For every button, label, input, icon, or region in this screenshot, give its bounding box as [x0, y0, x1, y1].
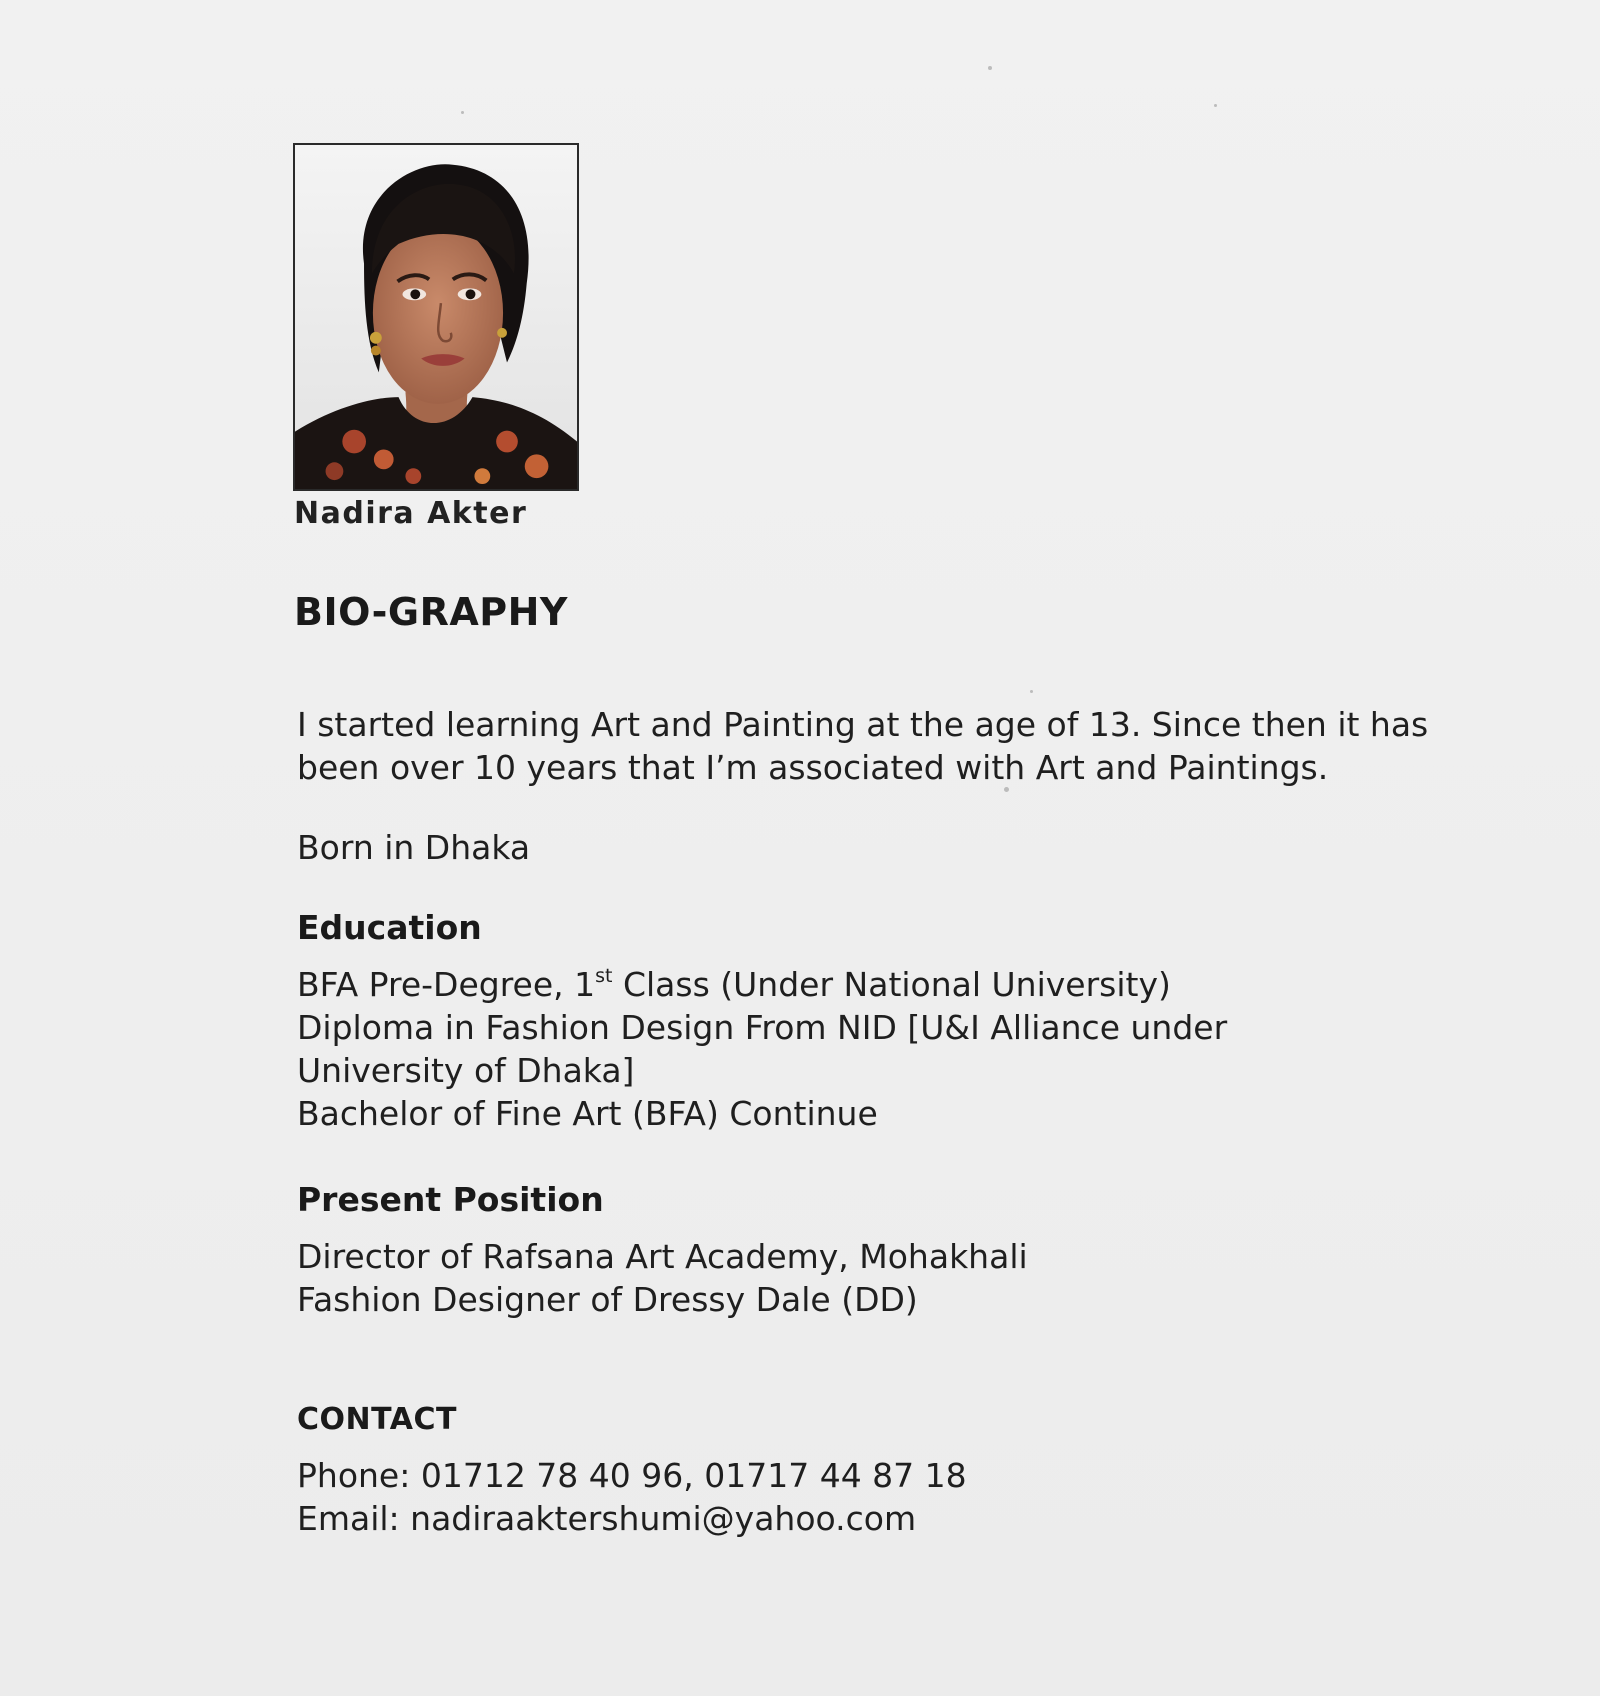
education-item-text: BFA Pre-Degree, 1 [297, 965, 596, 1004]
photo-name-caption: Nadira Akter [294, 496, 528, 531]
portrait-photo [293, 143, 579, 491]
scan-speck [1030, 690, 1033, 693]
education-item-text: Class (Under National University) [612, 965, 1171, 1004]
position-item: Director of Rafsana Art Academy, Mohakhali [297, 1237, 1028, 1276]
scan-speck [988, 66, 992, 70]
education-item: Bachelor of Fine Art (BFA) Continue [297, 1094, 878, 1133]
position-item: Fashion Designer of Dressy Dale (DD) [297, 1280, 918, 1319]
education-item: University of Dhaka] [297, 1051, 635, 1090]
biography-intro [297, 703, 1429, 789]
intro-line: I started learning Art and Painting at the age of 13. Since then it has [297, 705, 1429, 744]
scan-speck [461, 111, 464, 114]
education-item: Diploma in Fashion Design From NID [U&I Alliance under [297, 1008, 1228, 1047]
intro-line: been over 10 years that I’m associated with Art and Paintings. [297, 748, 1329, 787]
education-item [297, 963, 1227, 1006]
position-list [297, 1235, 1028, 1321]
biography-title: BIO-GRAPHY [294, 590, 568, 634]
contact-heading: CONTACT [297, 1402, 457, 1437]
education-list [297, 963, 1227, 1135]
ordinal-suffix: st [595, 965, 613, 987]
contact-list [297, 1454, 967, 1540]
email-text: Email: nadiraaktershumi@yahoo.com [297, 1499, 917, 1538]
present-position-heading: Present Position [297, 1180, 604, 1219]
birthplace-text: Born in Dhaka [297, 828, 531, 867]
portrait-illustration [295, 145, 577, 489]
scan-speck [1214, 104, 1217, 107]
phone-text: Phone: 01712 78 40 96, 01717 44 87 18 [297, 1456, 967, 1495]
education-heading: Education [297, 908, 482, 947]
